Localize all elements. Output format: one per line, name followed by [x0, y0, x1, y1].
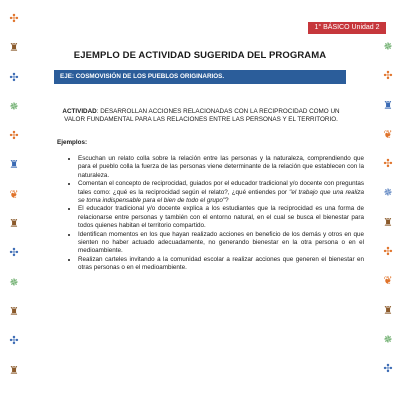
- list-item-text: Escuchan un relato colla sobre la relación entre las personas y la naturaleza, comprendiendo que para el pueblo colla la fuerza de las personas viene determinante de la relación que establecen con la naturaleza.: [78, 155, 364, 179]
- totem-icon: ♜: [9, 218, 19, 231]
- activity-text: : DESARROLLAN ACCIONES RELACIONADAS CON LA RECIPROCIDAD COMO UN VALOR FUNDAMENTAL PARA LAS RELACIONES ENTRE LAS PERSONAS Y EL TERRITORIO.: [64, 108, 340, 124]
- totem-icon: ♜: [9, 305, 19, 318]
- list-item: [78, 205, 364, 230]
- figure-icon: ✵: [383, 41, 393, 53]
- list-item-end: ?: [225, 197, 229, 205]
- list-item: [78, 180, 364, 205]
- examples-list: [62, 155, 364, 273]
- activity-statement: [56, 108, 346, 125]
- condor-icon: ❦: [383, 275, 393, 288]
- lizard-icon: ✣: [383, 70, 393, 83]
- list-item: [78, 231, 364, 256]
- figure-icon: ✵: [9, 100, 19, 113]
- left-decoration-strip: [6, 12, 22, 393]
- list-item-text: El educador tradicional y/o docente explica a los estudiantes que la reciprocidad es una forma de relacionarse entre personas y también con el entorno natural, en el cual se busca el bienestar para todos quienes habitan el territorio compartido.: [78, 205, 364, 230]
- lizard-icon: ✣: [9, 247, 19, 260]
- activity-label: ACTIVIDAD: [62, 108, 97, 115]
- condor-icon: ❦: [383, 128, 393, 141]
- lizard-icon: ✣: [9, 130, 19, 143]
- list-item-text: Identifican momentos en los que hayan realizado acciones en beneficio de los demás y otros en que sienten no haber actuado adecuadamente, no generando bienestar en la otra persona o en el medioambiente.: [78, 230, 364, 255]
- page-title: EJEMPLO DE ACTIVIDAD SUGERIDA DEL PROGRAMA: [73, 50, 327, 61]
- lizard-icon: ✣: [9, 335, 19, 348]
- figure-icon: ✵: [383, 333, 393, 346]
- list-item-text: Realizan carteles invitando a la comunidad escolar a realizar acciones que generen el bienestar en otras personas o en el medioambiente.: [78, 255, 364, 272]
- lizard-icon: ✣: [383, 158, 393, 171]
- figure-icon: ✵: [383, 187, 393, 200]
- lizard-icon: ✣: [9, 71, 19, 84]
- condor-icon: ❦: [9, 188, 19, 201]
- totem-icon: ♜: [9, 364, 19, 377]
- list-item-quote: "el trabajo que una realiza se torna indispensable para el bien de todo el grupo": [78, 188, 364, 205]
- totem-icon: ♜: [383, 216, 393, 229]
- list-item-text: Comentan el concepto de reciprocidad, guiados por el educador tradicional y/o docente con preguntas tales como: ¿qué es la reciprocidad según el relato?, ¿qué entiendes por: [78, 180, 364, 196]
- examples-heading: Ejemplos:: [57, 139, 88, 146]
- figure-icon: ✵: [9, 276, 19, 289]
- axis-label: EJE: COSMOVISIÓN DE LOS PUEBLOS ORIGINARIOS.: [60, 73, 225, 80]
- lizard-icon: ✣: [383, 246, 393, 259]
- totem-icon: ♜: [9, 159, 19, 172]
- axis-banner: [54, 70, 346, 84]
- totem-icon: ♜: [383, 99, 393, 112]
- list-item: [78, 256, 364, 273]
- totem-icon: ♜: [9, 42, 19, 55]
- lizard-icon: ✣: [9, 13, 19, 25]
- right-decoration-strip: [380, 40, 396, 392]
- totem-icon: ♜: [383, 304, 393, 317]
- list-item: [78, 155, 364, 180]
- lizard-icon: ✣: [383, 363, 393, 376]
- grade-unit-badge: 1° BÁSICO Unidad 2: [308, 22, 386, 34]
